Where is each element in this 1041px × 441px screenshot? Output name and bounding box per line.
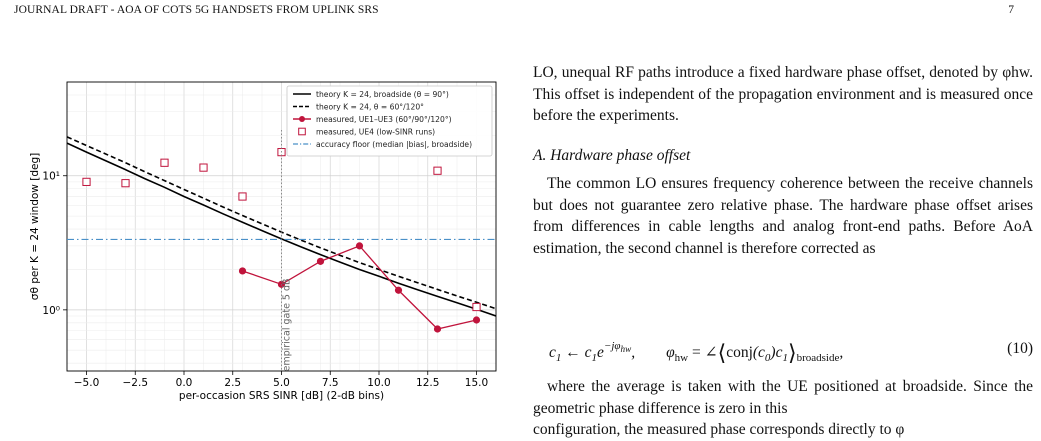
data-point — [239, 267, 246, 274]
page-number: 7 — [1008, 4, 1014, 16]
y-tick-label: 10⁰ — [42, 304, 60, 317]
equation-10 — [549, 334, 1033, 368]
data-point-square — [239, 193, 246, 200]
legend-label: accuracy floor (median |bias|, broadside) — [316, 140, 473, 149]
data-point — [356, 242, 363, 249]
x-tick-label: 2.5 — [224, 377, 242, 389]
x-tick-label: 0.0 — [175, 377, 193, 389]
data-point — [434, 325, 441, 332]
x-tick-label: 15.0 — [464, 377, 489, 389]
data-point-square — [161, 159, 168, 166]
paragraph-1-text: LO, unequal RF paths introduce a fixed hardware phase offset, denoted by φhw. This offset is independent of the propagation environment and is measured once before the experiments. — [533, 64, 1033, 124]
data-point — [395, 287, 402, 294]
legend-label: theory K = 24, θ = 60°/120° — [316, 102, 424, 112]
x-tick-label: 7.5 — [321, 377, 339, 389]
legend — [287, 86, 492, 156]
data-point-square — [200, 164, 207, 171]
legend-swatch — [299, 128, 306, 135]
body-column — [533, 62, 1033, 259]
x-axis-label: per-occasion SRS SINR [dB] (2-dB bins) — [178, 390, 385, 402]
running-title: JOURNAL DRAFT - AOA OF COTS 5G HANDSETS FROM UPLINK SRS — [14, 4, 379, 16]
gate-label: empirical gate 5 dB — [281, 278, 293, 372]
equation-number: (10) — [1007, 340, 1033, 357]
paragraph-3-cut-line: configuration, the measured phase corresponds directly to φ — [533, 421, 905, 438]
legend-label: measured, UE1–UE3 (60°/90°/120°) — [316, 115, 452, 124]
paragraph-1 — [533, 62, 1033, 127]
paragraph-2: The common LO ensures frequency coherence between the receive channels but does not guarantee zero relative phase. The hardware phase offset arises from differences in cable lengths and analog front-end paths. Before AoA estimation, the second channel is therefore corrected as — [533, 175, 1033, 257]
data-point-square — [473, 303, 480, 310]
equation-body: $c_1$ ← $c_1e^{-j\varphi_{hw}}$, $\varphi_{hw}$ = $\angle⟨conj(c_0)c_1⟩_{broadside}$, — [549, 340, 844, 365]
paragraph-3-text: where the average is taken with the UE positioned at broadside. Since the geometric phase difference is zero in this — [533, 378, 1033, 417]
x-tick-label: −2.5 — [122, 377, 148, 389]
data-point-square — [83, 178, 90, 185]
y-axis-label: σθ per K = 24 window [deg] — [29, 152, 41, 301]
x-tick-label: 5.0 — [273, 377, 290, 389]
section-heading: A. Hardware phase offset — [533, 146, 691, 164]
legend-label: theory K = 24, broadside (θ = 90°) — [316, 90, 449, 99]
x-tick-label: 12.5 — [416, 377, 440, 389]
annotation-group — [282, 130, 293, 372]
legend-label: measured, UE4 (low-SINR runs) — [316, 127, 436, 137]
legend-marker — [299, 116, 305, 122]
x-tick-label: −5.0 — [73, 377, 100, 389]
data-point-square — [122, 180, 129, 187]
y-tick-label: 10¹ — [42, 170, 60, 183]
data-point — [473, 316, 480, 323]
sinr-figure — [0, 0, 520, 432]
x-tick-label: 10.0 — [367, 377, 391, 389]
data-point — [317, 258, 324, 265]
data-point-square — [434, 167, 441, 174]
paragraph-3 — [533, 376, 1033, 441]
